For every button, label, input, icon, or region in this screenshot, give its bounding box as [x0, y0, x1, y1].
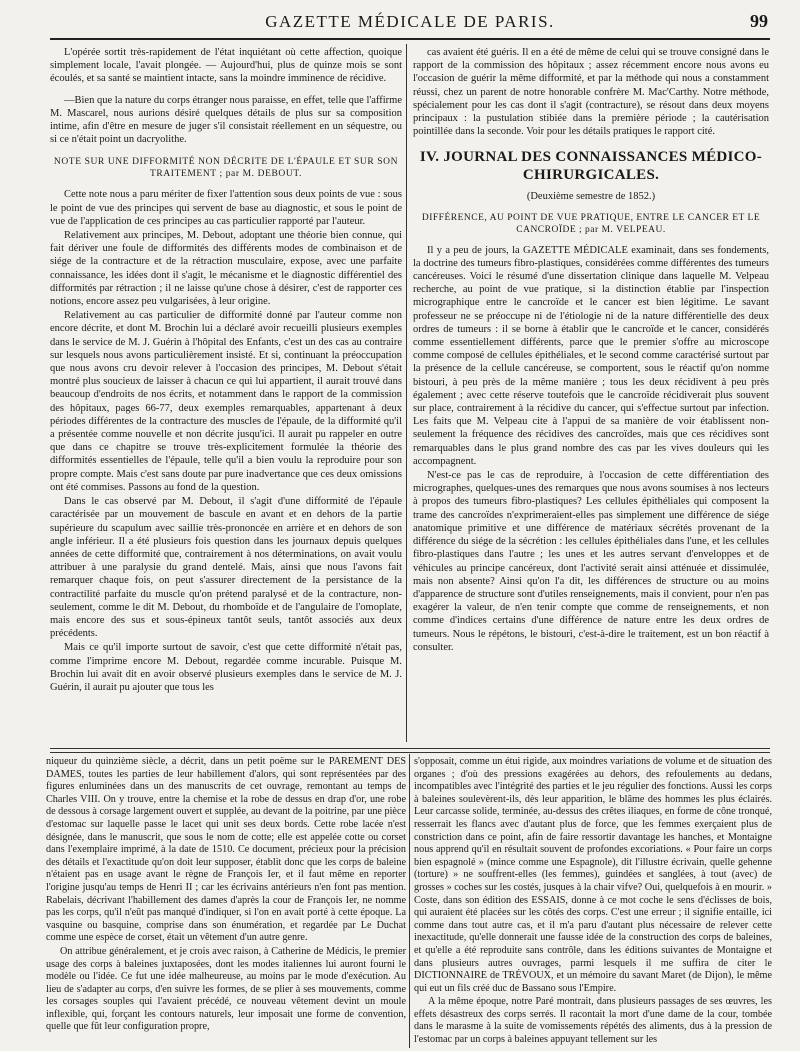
article-title: NOTE SUR UNE DIFFORMITÉ NON DÉCRITE DE L'ÉPAULE ET SUR SON TRAITEMENT ; par M. DEBOUT. [53, 157, 399, 180]
paragraph: L'opérée sortit très-rapidement de l'état inquiétant où cette affection, quoique simplement locale, l'avait plongée. — Aujourd'hui, plus de quinze mois se sont écoulés, et sa santé se maintient intacte, sans la moindre imminence de récidive. [50, 47, 402, 85]
paragraph: N'est-ce pas le cas de reproduire, à l'occasion de cette différentiation des micrographes, quelques-unes des remarques que nous avons soumises à nos lecteurs à propos des tumeurs fibro-plastiques? Les cellules épithéliales qui composent la trame des cancroïdes n'exprimeraient-elles pas simplement une différence de siége anatomique primitive et une différence de matériaux sécrétés provenant de la différence du siége de la sécrétion : les cellules épithéliales dans l'une, et les cellules fibro-plastiques dans l'autre ; les unes et les autres servant d'enveloppes et de véhicules au principe cancéreux, dont l'activité serait ainsi atténuée et dissimulée, mais non absente? Ainsi qu'on l'a dit, les différences de structure ou au moins d'apparence de structure sont d'utiles renseignements, mais il convient, pour n'en pas exagérer la valeur, de n'en tenir compte que comme de renseignements, et non comme d'indices certains d'une différence de nature entre les deux ordres de tumeurs. Nous le répétons, le bistouri, c'est-à-dire le traitement, est un bon réactif à consulter. [413, 470, 769, 653]
semester-note: (Deuxième semestre de 1852.) [526, 191, 656, 203]
paragraph: Dans le cas observé par M. Debout, il s'agit d'une difformité de l'épaule caractérisée par un mouvement de bascule en avant et en dehors de la partie supérieure du scapulum avec saillie très-prononcée en arrière et en dehors de son angle inférieur. Il a été plusieurs fois question dans les journaux depuis quelques années de cette difformité que, contrairement à nos déterminations, on avait voulu attribuer à une paralysie du grand dentelé. Mais, ainsi que nous l'avons fait remarquer chaque fois, on peut s'assurer directement de la persistance de la contractilité parfaite du muscle qu'on prétend paralysé et de la contracture, non-seulement, comme le dit M. Debout, du rhomboïde et de l'angulaire de l'omoplate, mais encore des sus et sous-épineux tantôt seuls, tantôt associés aux deux précédents. [50, 496, 402, 640]
page-number: 99 [750, 11, 768, 31]
column-divider [409, 754, 410, 1048]
journal-title: GAZETTE MÉDICALE DE PARIS. [265, 12, 555, 31]
section-title: IV. JOURNAL DES CONNAISSANCES MÉDICO-CHIRURGICALES. [419, 149, 763, 184]
paragraph: Relativement au cas particulier de difformité donné par l'auteur comme non encore décrite, et dont M. Brochin lui a déclaré avoir recueilli plusieurs exemples dans le service de M. J. Guérin à l'hôpital des Enfants, c'est un des cas au contraire sur lesquels nous avons particulièrement insisté. Et si, continuant la préoccupation que nous avons cru devoir relever à l'occasion des principes, M. Debout s'était montré plus soucieux de laisser à chacun ce qui lui appartient, il aurait trouvé dans beaucoup d'endroits de nos écrits, et notamment dans le rapport de la commission des hôpitaux, pages 66-77, deux exemples remarquables, appartenant à deux périodes différentes de la contracture des muscles de l'épaule, de la difformité qu'il a présentée comme nouvelle et non décrite jusqu'ici. Il aurait pu rappeler en outre que dans ce chapitre se trouve très-explicitement formulée la théorie des difformités essentielles de l'épaule, telle qu'il a bien voulu la reproduire pour son propre compte. Mais c'est sans doute par pure inadvertance que ces deux omissions ont été commises. Passons au fond de la question. [50, 310, 402, 493]
paragraph: Cette note nous a paru mériter de fixer l'attention sous deux points de vue : sous le point de vue des principes qui servent de base au diagnostic, et sous le point de vue de l'application de ces principes au cas particulier rapporté par l'auteur. [50, 189, 402, 227]
paragraph: On attribue généralement, et je crois avec raison, à Catherine de Médicis, le premier usage des corps à baleines juxtaposées, dont les modes italiennes lui auront fourni le modèle ou l'idée. Ce fut une idée malheureuse, au moins par le mode d'exécution. Au lieu de s'adapter au corps, d'en suivre les formes, de se plier à ses mouvements, comme les corsages souples qui l'avaient précédé, ce nouveau vêtement devint un moule inflexible, qui, forçant les contours naturels, leur imposait une forme de convention, quelle que fût leur configuration propre, [46, 945, 406, 1033]
paragraph: Il y a peu de jours, la GAZETTE MÉDICALE examinait, dans ses fondements, la doctrine des tumeurs fibro-plastiques, considérées comme différentes des tumeurs cancéreuses. Voici le résumé d'une dissertation clinique dans laquelle M. Velpeau recherche, au point de vue pratique, si la distinction établie par l'inspection micrographique entre le cancroïde et le cancer est bien légitime. Le savant professeur ne se préoccupe ni de l'étiologie ni de la nature différentielle des deux ordres de tumeurs : il se borne à établir que le cancroïde et le cancer, considérés comme essentiellement différents, parce que le premier s'offre au microscope comme composé de cellules épithéliales, et le second comme caractérisé surtout par la présence de la cellule cancéreuse, se comportent, sous le réactif qu'on nomme bistouri, à peu près de la même manière ; tous les deux récidivent à peu près également ; avec cette réserve toutefois que le cancroïde récidiverait plus souvent sur place, contrairement à la récidive du cancer, qui s'effectue surtout par infection. Les faits que M. Velpeau cite à l'appui de sa manière de voir établissent non-seulement la fréquence des récidives des cancroïdes, mais que ces récidives sont remarquables dans le plus grand nombre des cas par les vives douleurs qui les accompagnent. [413, 244, 769, 467]
section-divider [50, 748, 770, 753]
column-top-right [413, 46, 769, 742]
article-title: DIFFÉRENCE, AU POINT DE VUE PRATIQUE, ENTRE LE CANCER ET LE CANCROÏDE ; par M. VELPEAU. [421, 212, 761, 235]
paragraph: niqueur du quinzième siècle, a décrit, dans un petit poëme sur le PAREMENT DES DAMES, toutes les parties de leur habillement d'alors, qui sont représentées par des figures enluminées dans un des manuscrits de cet ouvrage, remontant au temps de Charles VIII. On y trouve, entre la chemise et la robe de dessus en drap d'or, une robe de dessous à corsage largement ouvert et supplée, au devant de la poitrine, par une pièce d'estomac sur laquelle passe le lacet qui unit ses deux bords. Cette robe lacée n'est désignée, dans le manuscrit, que sous le nom de cotte; elle est appelée cotte ou corset dans l'exemplaire imprimé, à la date de 1510. Ce document, précieux pour la précision des détails et l'exactitude qu'on doit leur supposer, établit donc que les corps de baleine n'étaient pas en usage avant le règne de François Ier, et il faut même en reporter l'origine jusqu'au temps de Henri II ; car les écrivains antérieurs n'en font pas mention. Rabelais, décrivant l'habillement des dames d'après la cour de François Ier, ne nomme pas les corps, qu'il n'eût pas manqué d'indiquer, si l'on en avait porté à cette époque. La vasquine ou basquine, comprise dans son énumération, et regardée par Le Duchat comme une espèce de corset, était un vêtement d'un autre genre. [46, 756, 406, 944]
column-bottom-right [414, 756, 772, 1046]
column-bottom-left [46, 756, 406, 1046]
paragraph: cas avaient été guéris. Il en a été de même de celui qui se trouve consigné dans le rapport de la commission des hôpitaux ; assez récemment encore nous avons eu l'occasion de guérir la même difformité, et par la méthode qui nous a constamment réussi, chez un parent de notre honorable confrère M. Mac'Carthy. Notre méthode, spécialement pour les cas dont il s'agit (contracture), se résout dans deux moyens principaux : la pustulation stibiée dans la première période ; la cautérisation pointillée dans la seconde. Voir pour les détails pratiques le rapport cité. [413, 47, 769, 138]
paragraph: A la même époque, notre Paré montrait, dans plusieurs passages de ses œuvres, les effets désastreux des corps serrés. Il racontait la mort d'une dame de la cour, tombée dans le marasme à la suite de vomissements répétés des aliments, dus à la pression de l'estomac par un corps à baleines appuyant tellement sur les [414, 996, 772, 1046]
paragraph: s'opposait, comme un étui rigide, aux moindres variations de volume et de situation des organes ; d'où des pressions exagérées au dehors, des refoulements au dedans, incompatibles avec l'intégrité des parties et le jeu régulier des fonctions. Aussi les corps à baleines soulevèrent-ils, dès leur apparition, le blâme des hommes les plus éclairés. Leur carcasse solide, terminée, au-dessus des crêtes iliaques, en forme de cône tronqué, resserrait les flancs avec d'autant plus de force, que les femmes exerçaient plus de constriction dans ce point, afin de faire ressortir davantage les hanches, et Montaigne nous apprend qu'il en résultait souvent de profondes excoriations. « Pour faire un corps bien espagnolé » (mince comme une Espagnole), dit l'illustre écrivain, quelle gehenne (torture) » ne souffrent-elles (les femmes), guindées et sanglées, à tout (avec) de grosses » coches sur les costés, jusques à la chair vifve? Oui, quelquefois à en mourir. » Coste, dans son édition des ESSAIS, donne à ce mot coche le sens d'éclisses de bois, qui auraient été placées sur les côtés des corps. C'est une erreur ; il signifie entaille, ici comme dans tout autre cas, et il m'a paru d'autant plus nécessaire de relever cette inexactitude, qu'elle donnerait une fausse idée de la construction des corps de baleines, et qu'elle a été reproduite sans contrôle, dans les éditions suivantes de Montaigne et dans plusieurs autres ouvrages, parmi lesquels il me suffira de citer le DICTIONNAIRE de TRÉVOUX, et un mémoire du savant Maret (de Dijon), le même qui eut un fils créé duc de Bassano sous l'Empire. [414, 756, 772, 994]
paragraph: —Bien que la nature du corps étranger nous paraisse, en effet, telle que l'affirme M. Mascarel, nous aurions désiré quelques détails de plus sur sa composition intime, afin d'être en mesure de juger s'il consistait réellement en un séquestre, ou si ce n'était point un dacryolithe. [50, 94, 402, 146]
column-divider [406, 44, 407, 742]
column-top-left [50, 46, 402, 742]
page-header [50, 12, 770, 40]
paragraph: Mais ce qu'il importe surtout de savoir, c'est que cette difformité n'était pas, comme l'imprime encore M. Debout, regardée comme incurable. Puisque M. Brochin lui avait dit en avoir observé plusieurs exemples dans le service de M. J. Guérin, il aurait pu ajouter que tous les [50, 642, 402, 693]
paragraph: Relativement aux principes, M. Debout, adoptant une théorie bien connue, qui fait dériver une foule de difformités des différents modes de combinaison et de siége de la contracture et de la rétraction musculaire, expose, avec une parfaite connaissance, les idées dont il s'agit, le mécanisme et le diagnostic différentiel des difformités par rétraction ; il ne laisse qu'une chose à désirer, c'est de rapporter ces notions, encore assez peu vulgarisées, à leur origine. [50, 230, 402, 308]
